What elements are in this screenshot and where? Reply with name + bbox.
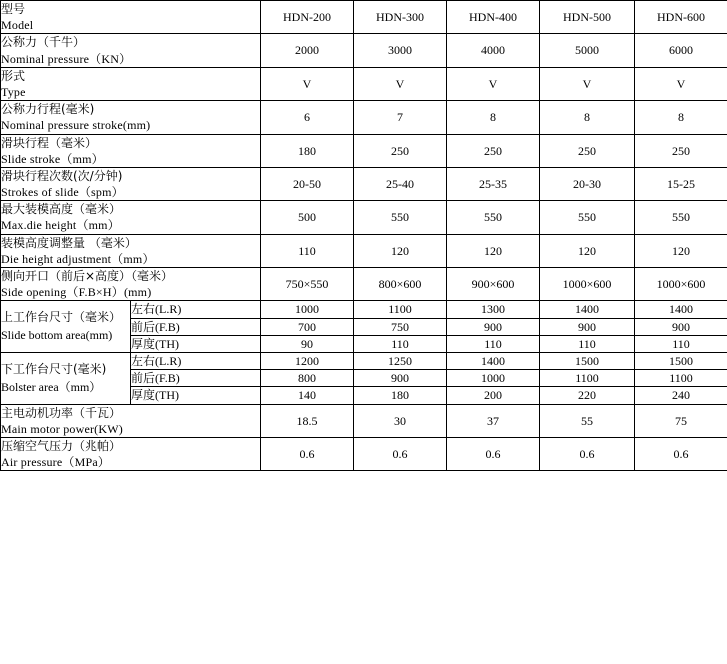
cell-value: 1100	[354, 301, 447, 318]
row-label-cell	[1, 34, 261, 67]
row-label-en: Main motor power(KW)	[1, 421, 123, 436]
cell-value: 900	[354, 370, 447, 387]
table-row	[1, 34, 727, 67]
row-label-cell	[1, 134, 261, 167]
table-row	[1, 268, 727, 301]
row-label-en: Nominal pressure stroke(mm)	[1, 118, 151, 133]
cell-value: 750	[354, 318, 447, 335]
group-label-cn: 下工作台尺寸(毫米)	[1, 361, 107, 376]
cell-value: 1000	[447, 370, 540, 387]
sub-label: 左右(L.R)	[131, 352, 261, 369]
table-header-row	[1, 1, 727, 34]
cell-value: 800×600	[354, 268, 447, 301]
cell-value: 120	[354, 234, 447, 267]
row-label-cn: 最大装模高度（毫米）	[1, 202, 122, 217]
group-label-en: Slide bottom area(mm)	[1, 328, 113, 343]
row-label-en: Max.die height（mm）	[1, 218, 120, 233]
table-row	[1, 352, 727, 369]
table-row	[1, 234, 727, 267]
cell-value: 120	[540, 234, 635, 267]
row-label-en: Slide stroke（mm）	[1, 151, 104, 166]
row-label-cn: 滑块行程次数(次/分钟)	[1, 168, 123, 183]
cell-value: 6000	[635, 34, 727, 67]
row-label-cn: 侧向开口（前后×高度）（毫米）	[1, 269, 174, 283]
row-label-en: Side opening（F.B×H）(mm)	[1, 285, 152, 300]
cell-value: 250	[635, 134, 727, 167]
cell-value: 900×600	[447, 268, 540, 301]
cell-value: 750×550	[261, 268, 354, 301]
row-label-cn: 公称力（千牛）	[1, 35, 86, 50]
row-label-cell	[1, 437, 261, 470]
row-label-en: Type	[1, 84, 26, 99]
cell-value: 250	[540, 134, 635, 167]
group-label-bolster-area	[1, 352, 131, 404]
cell-value: 0.6	[354, 437, 447, 470]
cell-value: 200	[447, 387, 540, 404]
cell-value: 1300	[447, 301, 540, 318]
header-label-en: Model	[1, 18, 34, 33]
table-row	[1, 167, 727, 200]
group-label-slide-bottom-area	[1, 301, 131, 353]
cell-value: 1200	[261, 352, 354, 369]
cell-value: 0.6	[635, 437, 727, 470]
cell-value: 550	[447, 201, 540, 234]
table-row	[1, 437, 727, 470]
sub-label: 前后(F.B)	[131, 370, 261, 387]
cell-value: V	[261, 67, 354, 100]
cell-value: V	[447, 67, 540, 100]
cell-value: 20-30	[540, 167, 635, 200]
header-label-cn: 型号	[1, 2, 26, 16]
cell-value: 55	[540, 404, 635, 437]
cell-value: 1000×600	[540, 268, 635, 301]
cell-value: 800	[261, 370, 354, 387]
row-label-en: Air pressure（MPa）	[1, 455, 111, 470]
cell-value: 18.5	[261, 404, 354, 437]
cell-value: V	[540, 67, 635, 100]
cell-value: 1400	[635, 301, 727, 318]
header-label-cell	[1, 1, 261, 34]
table-row	[1, 404, 727, 437]
cell-value: 1400	[540, 301, 635, 318]
cell-value: 140	[261, 387, 354, 404]
cell-value: 7	[354, 101, 447, 134]
row-label-en: Die height adjustment（mm）	[1, 251, 155, 266]
cell-value: 1500	[635, 352, 727, 369]
cell-value: 25-40	[354, 167, 447, 200]
cell-value: 75	[635, 404, 727, 437]
cell-value: 30	[354, 404, 447, 437]
cell-value: 1500	[540, 352, 635, 369]
cell-value: 4000	[447, 34, 540, 67]
sub-label: 厚度(TH)	[131, 387, 261, 404]
row-label-cell	[1, 167, 261, 200]
cell-value: 110	[354, 335, 447, 352]
cell-value: 700	[261, 318, 354, 335]
cell-value: 20-50	[261, 167, 354, 200]
group-label-en: Bolster area（mm）	[1, 379, 102, 394]
cell-value: 0.6	[261, 437, 354, 470]
cell-value: 5000	[540, 34, 635, 67]
header-model-0: HDN-200	[261, 1, 354, 34]
table-row	[1, 201, 727, 234]
row-label-cell	[1, 268, 261, 301]
row-label-cn: 滑块行程（毫米）	[1, 135, 98, 150]
header-model-4: HDN-600	[635, 1, 727, 34]
cell-value: 1100	[540, 370, 635, 387]
sub-label: 厚度(TH)	[131, 335, 261, 352]
header-model-2: HDN-400	[447, 1, 540, 34]
row-label-cell	[1, 234, 261, 267]
cell-value: V	[635, 67, 727, 100]
cell-value: 110	[635, 335, 727, 352]
row-label-en: Strokes of slide（spm）	[1, 185, 124, 200]
cell-value: 550	[354, 201, 447, 234]
header-model-3: HDN-500	[540, 1, 635, 34]
table-row	[1, 301, 727, 318]
cell-value: 120	[635, 234, 727, 267]
sub-label: 左右(L.R)	[131, 301, 261, 318]
header-model-1: HDN-300	[354, 1, 447, 34]
cell-value: 6	[261, 101, 354, 134]
cell-value: 250	[354, 134, 447, 167]
cell-value: 900	[540, 318, 635, 335]
row-label-cell	[1, 67, 261, 100]
table-row	[1, 134, 727, 167]
row-label-en: Nominal pressure（KN）	[1, 51, 132, 66]
row-label-cn: 压缩空气压力（兆帕）	[1, 438, 122, 453]
cell-value: V	[354, 67, 447, 100]
cell-value: 550	[540, 201, 635, 234]
cell-value: 220	[540, 387, 635, 404]
cell-value: 180	[354, 387, 447, 404]
cell-value: 500	[261, 201, 354, 234]
row-label-cell	[1, 201, 261, 234]
table-row	[1, 101, 727, 134]
cell-value: 110	[540, 335, 635, 352]
group-label-cn: 上工作台尺寸（毫米）	[1, 310, 122, 325]
cell-value: 120	[447, 234, 540, 267]
cell-value: 3000	[354, 34, 447, 67]
cell-value: 37	[447, 404, 540, 437]
cell-value: 110	[261, 234, 354, 267]
cell-value: 25-35	[447, 167, 540, 200]
cell-value: 1100	[635, 370, 727, 387]
cell-value: 250	[447, 134, 540, 167]
cell-value: 240	[635, 387, 727, 404]
row-label-cell	[1, 101, 261, 134]
row-label-cn: 形式	[1, 68, 26, 83]
cell-value: 0.6	[447, 437, 540, 470]
cell-value: 1250	[354, 352, 447, 369]
row-label-cell	[1, 404, 261, 437]
sub-label: 前后(F.B)	[131, 318, 261, 335]
cell-value: 900	[635, 318, 727, 335]
cell-value: 900	[447, 318, 540, 335]
cell-value: 2000	[261, 34, 354, 67]
cell-value: 550	[635, 201, 727, 234]
cell-value: 180	[261, 134, 354, 167]
cell-value: 8	[635, 101, 727, 134]
cell-value: 8	[447, 101, 540, 134]
cell-value: 1400	[447, 352, 540, 369]
cell-value: 1000×600	[635, 268, 727, 301]
row-label-cn: 主电动机功率（千瓦）	[1, 405, 122, 420]
table-row	[1, 67, 727, 100]
cell-value: 0.6	[540, 437, 635, 470]
cell-value: 1000	[261, 301, 354, 318]
cell-value: 110	[447, 335, 540, 352]
row-label-cn: 装模高度调整量 （毫米）	[1, 235, 137, 250]
cell-value: 90	[261, 335, 354, 352]
row-label-cn: 公称力行程(毫米)	[1, 102, 95, 117]
cell-value: 15-25	[635, 167, 727, 200]
cell-value: 8	[540, 101, 635, 134]
